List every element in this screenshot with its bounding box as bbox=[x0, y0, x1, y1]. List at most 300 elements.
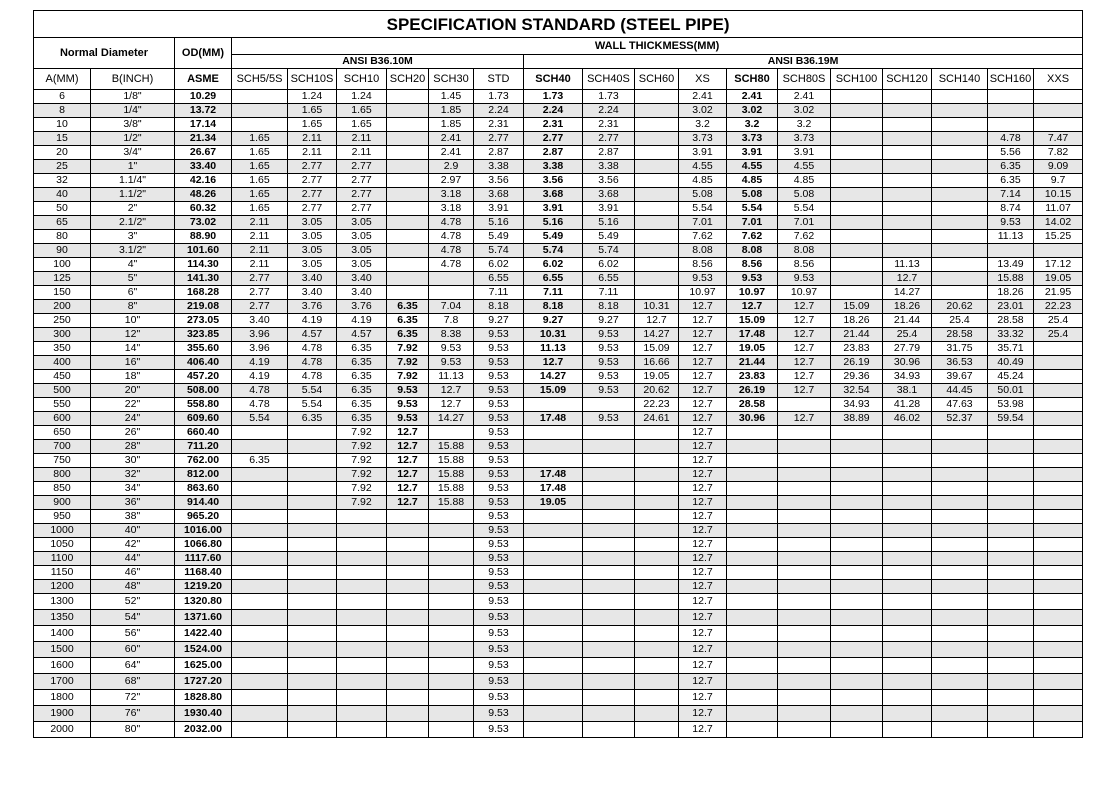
table-cell: 1.65 bbox=[232, 146, 288, 160]
table-cell: 30.96 bbox=[727, 412, 778, 426]
table-cell: 6.55 bbox=[474, 272, 524, 286]
table-cell bbox=[429, 286, 474, 300]
table-cell: 3.05 bbox=[337, 230, 387, 244]
table-cell: 8.08 bbox=[679, 244, 727, 258]
table-cell bbox=[583, 398, 635, 412]
table-cell: 34.93 bbox=[831, 398, 883, 412]
table-cell: 17.14 bbox=[175, 118, 232, 132]
table-cell bbox=[932, 160, 988, 174]
table-cell bbox=[1034, 342, 1083, 356]
table-cell: 350 bbox=[34, 342, 91, 356]
table-cell bbox=[988, 658, 1034, 674]
table-cell bbox=[387, 286, 429, 300]
table-cell: 2.77 bbox=[583, 132, 635, 146]
table-cell: 72" bbox=[91, 690, 175, 706]
table-cell bbox=[524, 426, 583, 440]
table-cell: 3.02 bbox=[778, 104, 831, 118]
table-cell bbox=[288, 722, 337, 738]
table-cell: 80 bbox=[34, 230, 91, 244]
table-cell bbox=[337, 658, 387, 674]
schedule-header: STD bbox=[474, 69, 524, 90]
table-cell bbox=[635, 258, 679, 272]
table-cell: 40" bbox=[91, 524, 175, 538]
table-cell bbox=[288, 524, 337, 538]
table-cell bbox=[1034, 658, 1083, 674]
table-cell bbox=[727, 524, 778, 538]
table-cell: 3.1/2" bbox=[91, 244, 175, 258]
table-cell bbox=[524, 440, 583, 454]
table-cell: 12.7 bbox=[778, 314, 831, 328]
table-row bbox=[34, 440, 1083, 454]
table-cell: 6.35 bbox=[387, 328, 429, 342]
table-cell bbox=[635, 538, 679, 552]
table-cell bbox=[883, 482, 932, 496]
table-cell bbox=[831, 626, 883, 642]
table-cell: 12.7 bbox=[429, 398, 474, 412]
table-cell bbox=[778, 580, 831, 594]
table-cell bbox=[387, 90, 429, 104]
table-cell: 5.54 bbox=[679, 202, 727, 216]
table-cell: 1.65 bbox=[232, 202, 288, 216]
table-cell bbox=[727, 674, 778, 690]
table-cell bbox=[635, 552, 679, 566]
table-cell: 11.13 bbox=[883, 258, 932, 272]
table-row bbox=[34, 272, 1083, 286]
table-cell: 10.97 bbox=[679, 286, 727, 300]
table-cell bbox=[635, 468, 679, 482]
table-cell: 3.40 bbox=[337, 272, 387, 286]
table-cell bbox=[727, 552, 778, 566]
table-cell: 6 bbox=[34, 90, 91, 104]
table-cell bbox=[727, 510, 778, 524]
table-cell: 34.93 bbox=[883, 370, 932, 384]
table-cell: 1320.80 bbox=[175, 594, 232, 610]
table-cell bbox=[778, 674, 831, 690]
table-cell bbox=[429, 426, 474, 440]
table-cell: 550 bbox=[34, 398, 91, 412]
table-cell bbox=[232, 722, 288, 738]
table-cell: 42.16 bbox=[175, 174, 232, 188]
table-cell bbox=[583, 626, 635, 642]
table-cell bbox=[988, 468, 1034, 482]
table-cell: 3.02 bbox=[727, 104, 778, 118]
table-cell: 9.7 bbox=[1034, 174, 1083, 188]
table-cell bbox=[387, 118, 429, 132]
table-cell: 6.55 bbox=[524, 272, 583, 286]
table-cell: 12.7 bbox=[387, 468, 429, 482]
table-cell: 1900 bbox=[34, 706, 91, 722]
table-cell bbox=[232, 658, 288, 674]
table-cell bbox=[635, 610, 679, 626]
table-cell bbox=[583, 468, 635, 482]
table-cell: 36" bbox=[91, 496, 175, 510]
table-cell: 12.7 bbox=[679, 674, 727, 690]
table-cell bbox=[727, 658, 778, 674]
table-cell bbox=[727, 468, 778, 482]
table-cell: 200 bbox=[34, 300, 91, 314]
table-cell: 650 bbox=[34, 426, 91, 440]
table-cell: 3.76 bbox=[337, 300, 387, 314]
table-cell: 12.7 bbox=[778, 356, 831, 370]
table-cell bbox=[883, 674, 932, 690]
table-row bbox=[34, 580, 1083, 594]
table-cell: 17.48 bbox=[727, 328, 778, 342]
table-cell: 12.7 bbox=[778, 342, 831, 356]
table-cell: 12.7 bbox=[679, 482, 727, 496]
table-cell: 9.27 bbox=[524, 314, 583, 328]
table-cell: 750 bbox=[34, 454, 91, 468]
table-cell: 2.11 bbox=[232, 258, 288, 272]
table-cell: 9.53 bbox=[474, 610, 524, 626]
table-cell: 3.40 bbox=[288, 272, 337, 286]
table-cell: 10" bbox=[91, 314, 175, 328]
table-cell: 15.09 bbox=[831, 300, 883, 314]
table-cell: 32" bbox=[91, 468, 175, 482]
table-cell bbox=[635, 566, 679, 580]
table-cell: 1" bbox=[91, 160, 175, 174]
table-cell: 53.98 bbox=[988, 398, 1034, 412]
table-cell: 2.41 bbox=[429, 132, 474, 146]
table-cell bbox=[778, 524, 831, 538]
table-cell bbox=[387, 658, 429, 674]
table-cell: 9.53 bbox=[474, 510, 524, 524]
table-cell: 9.53 bbox=[583, 342, 635, 356]
table-cell bbox=[387, 722, 429, 738]
table-row bbox=[34, 482, 1083, 496]
table-cell bbox=[635, 580, 679, 594]
table-cell bbox=[288, 580, 337, 594]
table-cell bbox=[1034, 356, 1083, 370]
schedule-header: XS bbox=[679, 69, 727, 90]
table-cell bbox=[932, 188, 988, 202]
table-cell bbox=[831, 160, 883, 174]
table-cell: 9.53 bbox=[474, 580, 524, 594]
table-cell: 38.89 bbox=[831, 412, 883, 426]
table-cell: 9.53 bbox=[583, 384, 635, 398]
b-inch-header: B(INCH) bbox=[91, 69, 175, 90]
table-cell: 26" bbox=[91, 426, 175, 440]
table-cell: 17.48 bbox=[524, 482, 583, 496]
table-cell: 19.05 bbox=[524, 496, 583, 510]
table-cell: 3.05 bbox=[337, 244, 387, 258]
table-cell: 4.85 bbox=[679, 174, 727, 188]
table-cell bbox=[988, 690, 1034, 706]
table-cell bbox=[635, 482, 679, 496]
table-cell: 27.79 bbox=[883, 342, 932, 356]
table-row bbox=[34, 722, 1083, 738]
table-cell: 14.27 bbox=[429, 412, 474, 426]
table-cell bbox=[831, 510, 883, 524]
table-cell: 59.54 bbox=[988, 412, 1034, 426]
table-cell bbox=[288, 626, 337, 642]
table-cell: 7.01 bbox=[778, 216, 831, 230]
table-cell: 28.58 bbox=[727, 398, 778, 412]
table-cell: 26.19 bbox=[727, 384, 778, 398]
table-row bbox=[34, 426, 1083, 440]
table-cell: 76" bbox=[91, 706, 175, 722]
table-cell: 36.53 bbox=[932, 356, 988, 370]
table-cell bbox=[831, 722, 883, 738]
table-cell: 7.92 bbox=[337, 426, 387, 440]
table-cell: 30.96 bbox=[883, 356, 932, 370]
table-cell: 10.29 bbox=[175, 90, 232, 104]
schedule-header: SCH40S bbox=[583, 69, 635, 90]
table-cell: 9.53 bbox=[474, 496, 524, 510]
table-cell: 4.55 bbox=[679, 160, 727, 174]
table-cell: 2.77 bbox=[288, 188, 337, 202]
table-cell bbox=[288, 468, 337, 482]
table-cell bbox=[524, 722, 583, 738]
table-cell: 12.7 bbox=[679, 706, 727, 722]
schedule-header: SCH40 bbox=[524, 69, 583, 90]
table-cell bbox=[583, 722, 635, 738]
table-cell: 2.87 bbox=[583, 146, 635, 160]
table-cell: 5.54 bbox=[288, 398, 337, 412]
table-cell: 2.77 bbox=[337, 160, 387, 174]
table-cell: 42" bbox=[91, 538, 175, 552]
table-cell bbox=[831, 674, 883, 690]
table-cell: 9.53 bbox=[474, 658, 524, 674]
table-cell bbox=[387, 690, 429, 706]
table-cell bbox=[932, 146, 988, 160]
table-cell bbox=[932, 230, 988, 244]
table-cell bbox=[429, 566, 474, 580]
table-cell bbox=[778, 510, 831, 524]
table-body bbox=[34, 90, 1083, 738]
table-cell: 5.16 bbox=[583, 216, 635, 230]
table-cell bbox=[988, 594, 1034, 610]
table-row bbox=[34, 552, 1083, 566]
table-cell: 2.77 bbox=[288, 174, 337, 188]
table-row bbox=[34, 342, 1083, 356]
table-cell: 12.7 bbox=[778, 328, 831, 342]
table-cell bbox=[1034, 524, 1083, 538]
table-cell: 1.65 bbox=[232, 188, 288, 202]
table-cell: 9.53 bbox=[474, 468, 524, 482]
table-cell: 14.27 bbox=[524, 370, 583, 384]
table-cell bbox=[337, 510, 387, 524]
table-cell bbox=[932, 610, 988, 626]
table-cell bbox=[387, 538, 429, 552]
table-cell: 3.68 bbox=[474, 188, 524, 202]
table-cell: 9.53 bbox=[474, 412, 524, 426]
table-cell: 12.7 bbox=[778, 384, 831, 398]
table-cell bbox=[727, 594, 778, 610]
table-row bbox=[34, 188, 1083, 202]
table-cell: 22.23 bbox=[635, 398, 679, 412]
table-cell: 1524.00 bbox=[175, 642, 232, 658]
table-cell bbox=[232, 482, 288, 496]
table-row bbox=[34, 398, 1083, 412]
table-cell bbox=[883, 132, 932, 146]
table-cell: 88.90 bbox=[175, 230, 232, 244]
table-cell: 12.7 bbox=[679, 642, 727, 658]
table-cell: 1.24 bbox=[337, 90, 387, 104]
table-cell: 12.7 bbox=[679, 384, 727, 398]
table-cell bbox=[932, 580, 988, 594]
table-cell bbox=[583, 658, 635, 674]
table-cell: 7.04 bbox=[429, 300, 474, 314]
table-cell: 12.7 bbox=[679, 510, 727, 524]
table-cell: 39.67 bbox=[932, 370, 988, 384]
table-cell bbox=[429, 272, 474, 286]
table-cell bbox=[932, 674, 988, 690]
schedule-header: SCH100 bbox=[831, 69, 883, 90]
table-cell bbox=[932, 706, 988, 722]
table-cell: 1.85 bbox=[429, 118, 474, 132]
table-cell: 32 bbox=[34, 174, 91, 188]
table-cell: 355.60 bbox=[175, 342, 232, 356]
table-cell bbox=[831, 496, 883, 510]
table-row bbox=[34, 626, 1083, 642]
table-cell bbox=[387, 524, 429, 538]
table-cell: 12.7 bbox=[679, 314, 727, 328]
table-cell bbox=[1034, 468, 1083, 482]
table-cell bbox=[232, 706, 288, 722]
table-cell: 3.91 bbox=[474, 202, 524, 216]
table-cell: 15.88 bbox=[429, 454, 474, 468]
table-cell: 219.08 bbox=[175, 300, 232, 314]
table-cell: 3.40 bbox=[288, 286, 337, 300]
table-cell: 1.65 bbox=[337, 118, 387, 132]
table-cell bbox=[429, 510, 474, 524]
table-cell bbox=[635, 286, 679, 300]
table-cell: 5.54 bbox=[232, 412, 288, 426]
table-cell bbox=[1034, 580, 1083, 594]
table-cell: 60" bbox=[91, 642, 175, 658]
table-cell bbox=[1034, 642, 1083, 658]
table-cell bbox=[883, 690, 932, 706]
table-cell: 3.91 bbox=[679, 146, 727, 160]
table-cell bbox=[932, 104, 988, 118]
table-cell: 8 bbox=[34, 104, 91, 118]
table-cell bbox=[387, 160, 429, 174]
table-cell: 9.53 bbox=[474, 440, 524, 454]
table-cell bbox=[883, 174, 932, 188]
table-cell bbox=[524, 690, 583, 706]
table-cell bbox=[988, 510, 1034, 524]
table-row bbox=[34, 104, 1083, 118]
table-cell bbox=[337, 674, 387, 690]
table-cell: 12.7 bbox=[679, 440, 727, 454]
table-cell bbox=[831, 690, 883, 706]
table-row bbox=[34, 286, 1083, 300]
table-cell: 3.2 bbox=[778, 118, 831, 132]
table-cell bbox=[387, 174, 429, 188]
table-cell bbox=[831, 566, 883, 580]
table-cell bbox=[583, 538, 635, 552]
table-cell bbox=[635, 104, 679, 118]
table-cell: 9.53 bbox=[429, 356, 474, 370]
table-row bbox=[34, 674, 1083, 690]
table-cell: 17.48 bbox=[524, 412, 583, 426]
table-cell bbox=[988, 440, 1034, 454]
table-cell bbox=[988, 552, 1034, 566]
table-cell: 15.88 bbox=[429, 496, 474, 510]
table-cell: 1/2" bbox=[91, 132, 175, 146]
table-cell: 13.72 bbox=[175, 104, 232, 118]
table-cell: 34" bbox=[91, 482, 175, 496]
table-cell: 5.54 bbox=[727, 202, 778, 216]
table-cell bbox=[932, 286, 988, 300]
table-row bbox=[34, 174, 1083, 188]
table-cell bbox=[831, 482, 883, 496]
table-cell bbox=[288, 552, 337, 566]
table-cell bbox=[778, 468, 831, 482]
table-cell: 1150 bbox=[34, 566, 91, 580]
table-cell: 3.38 bbox=[474, 160, 524, 174]
table-cell bbox=[232, 690, 288, 706]
table-cell bbox=[583, 496, 635, 510]
table-cell: 6.02 bbox=[474, 258, 524, 272]
table-cell: 2.77 bbox=[288, 202, 337, 216]
table-cell: 40 bbox=[34, 188, 91, 202]
table-cell bbox=[883, 566, 932, 580]
table-cell bbox=[288, 426, 337, 440]
table-cell bbox=[932, 454, 988, 468]
table-cell: 19.05 bbox=[727, 342, 778, 356]
table-cell: 609.60 bbox=[175, 412, 232, 426]
table-cell: 7.82 bbox=[1034, 146, 1083, 160]
table-cell: 12.7 bbox=[679, 342, 727, 356]
table-cell bbox=[635, 174, 679, 188]
table-cell: 1.45 bbox=[429, 90, 474, 104]
table-cell: 3.96 bbox=[232, 328, 288, 342]
table-cell bbox=[778, 538, 831, 552]
table-cell: 5.16 bbox=[524, 216, 583, 230]
table-cell: 7.11 bbox=[583, 286, 635, 300]
table-cell: 7.11 bbox=[524, 286, 583, 300]
table-cell: 1350 bbox=[34, 610, 91, 626]
table-cell: 5.54 bbox=[778, 202, 831, 216]
table-cell bbox=[387, 566, 429, 580]
table-cell bbox=[1034, 552, 1083, 566]
table-cell: 8.08 bbox=[727, 244, 778, 258]
table-cell bbox=[831, 552, 883, 566]
table-cell: 3.91 bbox=[778, 146, 831, 160]
table-cell bbox=[932, 118, 988, 132]
table-cell bbox=[932, 496, 988, 510]
table-cell: 8.74 bbox=[988, 202, 1034, 216]
table-cell bbox=[932, 216, 988, 230]
table-cell bbox=[387, 146, 429, 160]
table-cell: 6.35 bbox=[337, 398, 387, 412]
table-cell: 20" bbox=[91, 384, 175, 398]
table-cell: 38.1 bbox=[883, 384, 932, 398]
table-cell bbox=[727, 722, 778, 738]
table-cell: 5.74 bbox=[524, 244, 583, 258]
table-cell bbox=[883, 440, 932, 454]
table-cell bbox=[635, 690, 679, 706]
table-cell bbox=[524, 510, 583, 524]
table-cell: 11.13 bbox=[429, 370, 474, 384]
table-cell: 2.11 bbox=[288, 132, 337, 146]
table-cell bbox=[635, 426, 679, 440]
table-cell: 2" bbox=[91, 202, 175, 216]
table-cell bbox=[883, 118, 932, 132]
table-cell bbox=[988, 566, 1034, 580]
table-cell: 31.75 bbox=[932, 342, 988, 356]
table-cell bbox=[337, 642, 387, 658]
table-cell bbox=[635, 216, 679, 230]
table-cell bbox=[1034, 538, 1083, 552]
table-row bbox=[34, 300, 1083, 314]
table-cell bbox=[883, 188, 932, 202]
table-cell bbox=[337, 722, 387, 738]
table-cell: 17.48 bbox=[524, 468, 583, 482]
table-cell: 9.09 bbox=[1034, 160, 1083, 174]
table-cell bbox=[727, 580, 778, 594]
